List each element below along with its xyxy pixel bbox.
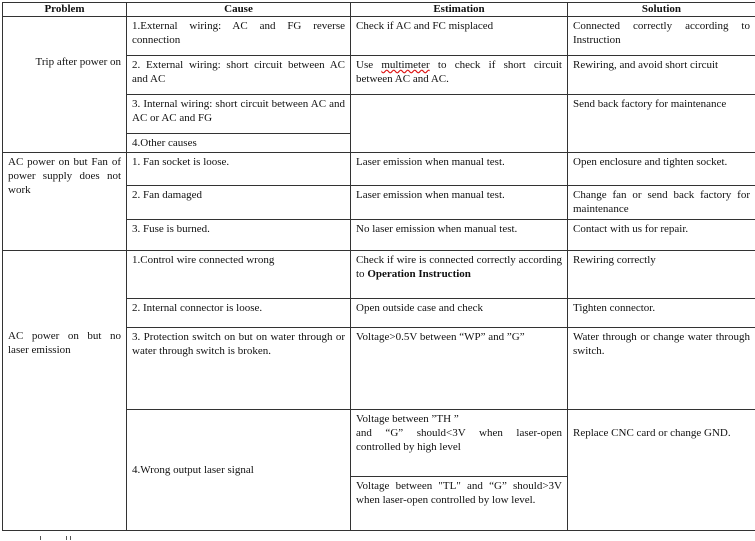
- solution-text: Replace CNC card or change GND.: [573, 427, 731, 439]
- estimation-cell: Laser emission when manual test.: [351, 153, 568, 186]
- cause-cell: 2. Internal connector is loose.: [127, 299, 351, 328]
- estimation-text: Use: [356, 59, 382, 71]
- solution-cell: Rewiring correctly: [568, 251, 755, 299]
- problem-cell: [3, 17, 127, 153]
- solution-cell: Connected correctly according to Instruction: [568, 17, 755, 56]
- estimation-cell: Voltage>0.5V between “WP” and ”G”: [351, 328, 568, 410]
- table-row: [3, 251, 755, 299]
- estimation-cell: [351, 56, 568, 95]
- cause-cell: 1.Control wire connected wrong: [127, 251, 351, 299]
- estimation-line: Voltage between ”TH ”: [356, 413, 459, 425]
- page-edge-marks: [40, 536, 100, 540]
- troubleshooting-table: [2, 2, 755, 531]
- cause-cell: 2. Fan damaged: [127, 186, 351, 220]
- solution-cell: Rewiring, and avoid short circuit: [568, 56, 755, 95]
- cause-cell: 3. Internal wiring: short circuit between AC and AC or AC and FG: [127, 95, 351, 134]
- problem-cell: [3, 251, 127, 531]
- estimation-cell: No laser emission when manual test.: [351, 220, 568, 251]
- problem-text: Trip after power on: [35, 56, 121, 68]
- estimation-text: Check if wire is connected correctly according to: [356, 254, 562, 280]
- header-row: [3, 3, 755, 17]
- cause-cell: 3. Fuse is burned.: [127, 220, 351, 251]
- problem-text: AC power on but no laser emission: [8, 330, 121, 356]
- problem-cell: [3, 153, 127, 251]
- estimation-text: to check if short circuit between AC and AC.: [356, 59, 562, 85]
- table-row: [3, 153, 755, 186]
- solution-cell: Tighten connector.: [568, 299, 755, 328]
- cause-cell: 1.External wiring: AC and FG reverse connection: [127, 17, 351, 56]
- estimation-line: and “G” should<3V when laser-open controlled by high level: [356, 427, 562, 453]
- table-row: [3, 17, 755, 56]
- cause-cell: 4.Wrong output laser signal: [127, 410, 351, 531]
- estimation-cell: [351, 410, 568, 477]
- solution-cell: Water through or change water through switch.: [568, 328, 755, 410]
- cause-cell: 4.Other causes: [127, 134, 351, 153]
- estimation-bold-text: Operation Instruction: [367, 268, 471, 280]
- cause-cell: 1. Fan socket is loose.: [127, 153, 351, 186]
- header-problem: Problem: [3, 3, 127, 17]
- header-estimation: Estimation: [351, 3, 568, 17]
- estimation-cell: [351, 95, 568, 153]
- estimation-cell: Check if AC and FC misplaced: [351, 17, 568, 56]
- solution-cell: Open enclosure and tighten socket.: [568, 153, 755, 186]
- header-cause: Cause: [127, 3, 351, 17]
- cause-cell: 3. Protection switch on but on water through or water through switch is broken.: [127, 328, 351, 410]
- solution-cell: Send back factory for maintenance: [568, 95, 755, 153]
- solution-cell: Change fan or send back factory for maintenance: [568, 186, 755, 220]
- misspelling-mark: multimeter: [381, 59, 430, 71]
- estimation-cell: Laser emission when manual test.: [351, 186, 568, 220]
- solution-cell: [568, 410, 755, 531]
- estimation-cell: [351, 251, 568, 299]
- estimation-cell: Voltage between "TL" and “G” should>3V when laser-open controlled by low level.: [351, 477, 568, 531]
- header-solution: Solution: [568, 3, 755, 17]
- problem-text: AC power on but Fan of power supply does not work: [8, 156, 121, 196]
- estimation-cell: Open outside case and check: [351, 299, 568, 328]
- solution-cell: Contact with us for repair.: [568, 220, 755, 251]
- cause-cell: 2. External wiring: short circuit between AC and AC: [127, 56, 351, 95]
